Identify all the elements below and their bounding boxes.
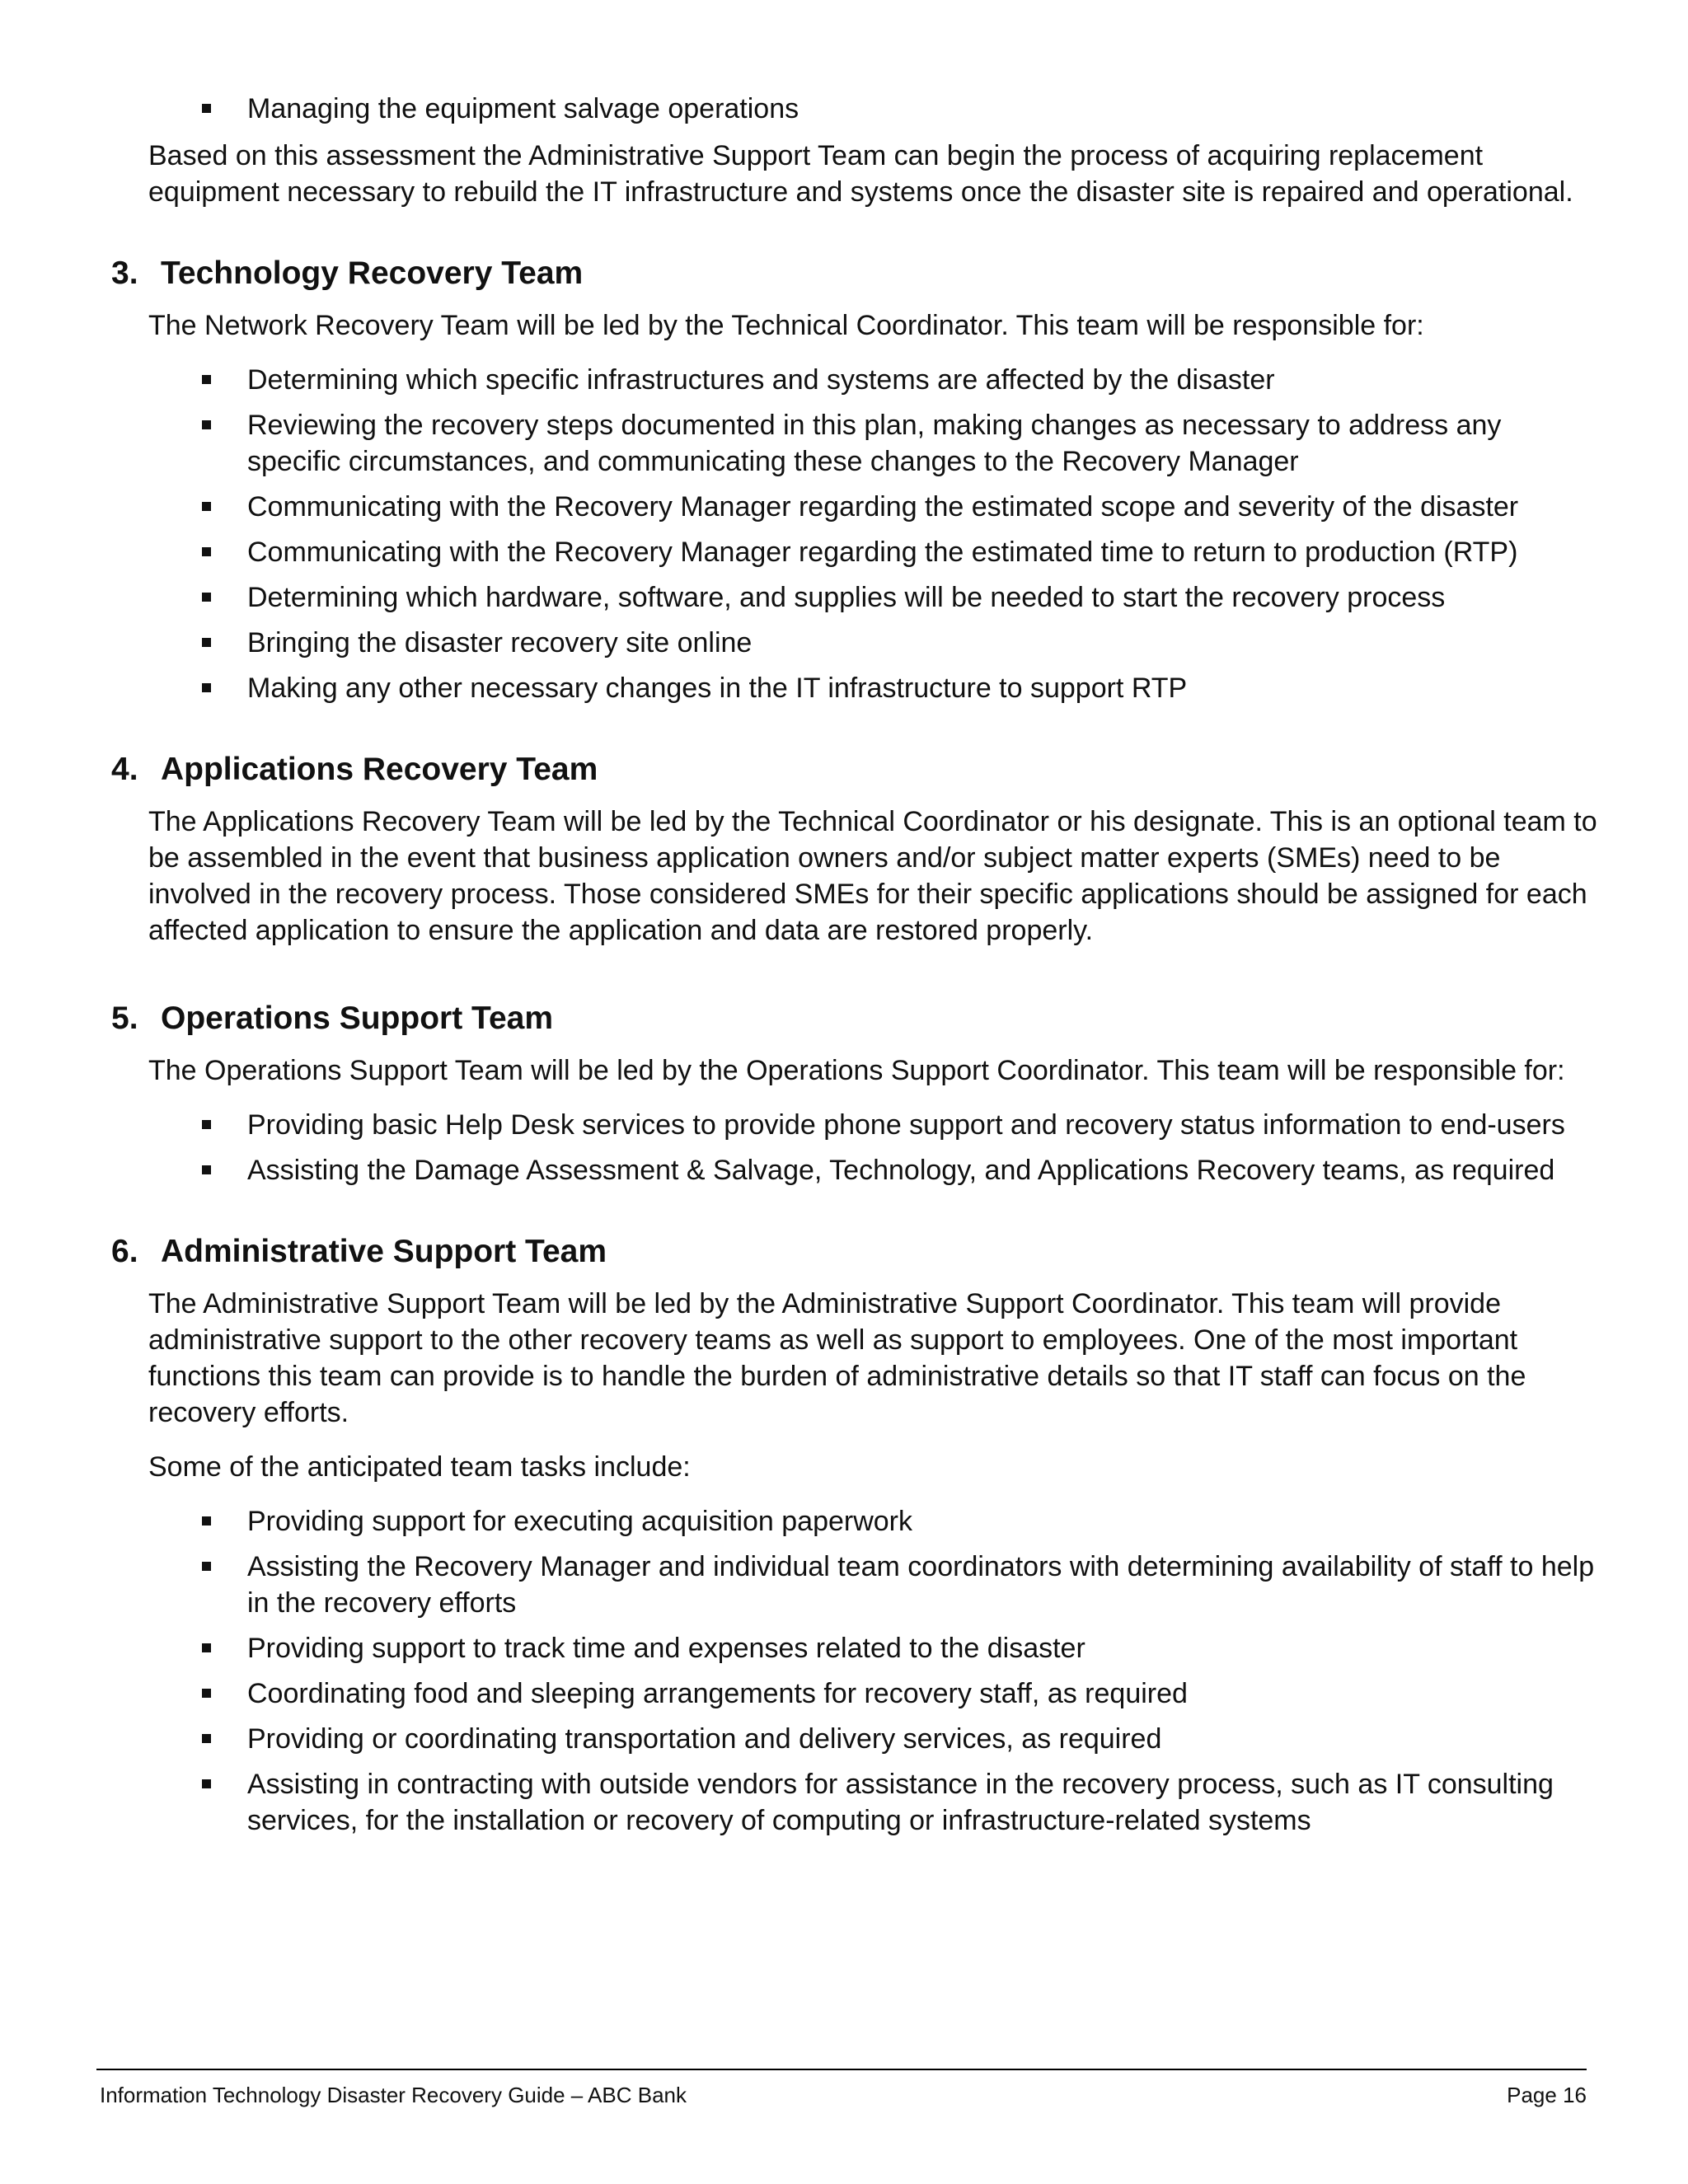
bullet-text: Determining which hardware, software, and supplies will be needed to start the recovery process — [247, 582, 1446, 613]
list-item — [247, 579, 1599, 616]
bullet-text: Bringing the disaster recovery site online — [247, 627, 753, 658]
list-item — [247, 362, 1599, 398]
bullet-text: Reviewing the recovery steps documented in this plan, making changes as necessary to address any specific circumstances, and communicating these changes to the Recovery Manager — [247, 410, 1502, 477]
bullet-text: Providing basic Help Desk services to provide phone support and recovery status information to end-users — [247, 1109, 1565, 1141]
bullet-text: Assisting the Recovery Manager and individual team coordinators with determining availability of staff to help in the recovery efforts — [247, 1551, 1595, 1619]
section-title: Operations Support Team — [161, 1001, 553, 1036]
bullet-marker — [202, 1734, 211, 1743]
section-title: Administrative Support Team — [161, 1234, 607, 1269]
bullet-text: Providing support to track time and expenses related to the disaster — [247, 1633, 1085, 1664]
page-footer — [96, 2069, 1587, 2111]
administrative-support-bullet-list — [0, 1503, 1688, 1839]
list-item — [247, 670, 1599, 706]
list-item — [247, 1503, 1599, 1540]
bullet-text: Providing support for executing acquisition paperwork — [247, 1506, 913, 1537]
bullet-text: Making any other necessary changes in the IT infrastructure to support RTP — [247, 673, 1188, 704]
section-heading-applications-recovery — [111, 749, 1688, 790]
footer-page-number: Page 16 — [1507, 2083, 1587, 2107]
bullet-marker — [202, 1165, 211, 1174]
bullet-text: Assisting the Damage Assessment & Salvage, Technology, and Applications Recovery teams, as required — [247, 1155, 1555, 1186]
bullet-marker — [202, 593, 211, 602]
list-item — [247, 534, 1599, 570]
list-item — [247, 489, 1599, 525]
list-item — [247, 1766, 1599, 1839]
bullet-text: Providing or coordinating transportation and delivery services, as required — [247, 1723, 1162, 1755]
bullet-marker — [202, 1643, 211, 1652]
list-item — [247, 1107, 1599, 1143]
intro-bullet-list — [0, 91, 1688, 127]
bullet-marker — [202, 683, 211, 692]
operations-support-bullet-list — [0, 1107, 1688, 1188]
section-title: Applications Recovery Team — [161, 752, 598, 787]
section-number: 6. — [111, 1234, 138, 1269]
bullet-marker — [202, 420, 211, 429]
list-item — [247, 407, 1599, 480]
section-paragraph: The Operations Support Team will be led by the Operations Support Coordinator. This team will be responsible for: — [148, 1055, 1565, 1086]
list-item — [247, 1549, 1599, 1621]
section-paragraph: The Applications Recovery Team will be led by the Technical Coordinator or his designate. This is an optional team to be assembled in the event that business application owners and/or subject matter experts (SMEs) need to be involved in the recovery process. Those considered SMEs for their specific applications should be assigned for each affected application to ensure the application and data are restored properly. — [148, 806, 1597, 946]
bullet-marker — [202, 1120, 211, 1129]
section-number: 4. — [111, 752, 138, 787]
bullet-text: Coordinating food and sleeping arrangements for recovery staff, as required — [247, 1678, 1188, 1709]
section-paragraph: Some of the anticipated team tasks include: — [148, 1451, 691, 1483]
section-number: 5. — [111, 1001, 138, 1036]
bullet-marker — [202, 547, 211, 556]
list-item — [247, 1152, 1599, 1188]
section-title: Technology Recovery Team — [161, 255, 584, 291]
bullet-marker — [202, 375, 211, 384]
bullet-marker — [202, 638, 211, 647]
section-number: 3. — [111, 255, 138, 291]
bullet-marker — [202, 1689, 211, 1698]
page-content — [0, 91, 1688, 1848]
bullet-marker — [202, 104, 211, 113]
bullet-marker — [202, 1779, 211, 1788]
intro-paragraph: Based on this assessment the Administrative Support Team can begin the process of acquiring replacement equipment necessary to rebuild the IT infrastructure and systems once the disaster site is repaired and operational. — [148, 140, 1573, 208]
section-heading-technology-recovery — [111, 253, 1688, 294]
footer-document-title: Information Technology Disaster Recovery Guide – ABC Bank — [100, 2083, 687, 2107]
bullet-marker — [202, 502, 211, 511]
bullet-text: Communicating with the Recovery Manager regarding the estimated time to return to production (RTP) — [247, 537, 1518, 568]
bullet-marker — [202, 1516, 211, 1526]
section-paragraph: The Administrative Support Team will be led by the Administrative Support Coordinator. This team will provide administrative support to the other recovery teams as well as support to employees. One of the most important functions this team can provide is to handle the burden of administrative details so that IT staff can focus on the recovery efforts. — [148, 1288, 1526, 1428]
bullet-text: Assisting in contracting with outside vendors for assistance in the recovery process, such as IT consulting services, for the installation or recovery of computing or infrastructure-related systems — [247, 1769, 1554, 1836]
list-item — [247, 1630, 1599, 1666]
bullet-text: Managing the equipment salvage operations — [247, 93, 799, 124]
section-heading-administrative-support — [111, 1231, 1688, 1272]
section-paragraph: The Network Recovery Team will be led by the Technical Coordinator. This team will be responsible for: — [148, 310, 1424, 341]
section-heading-operations-support — [111, 998, 1688, 1039]
bullet-marker — [202, 1562, 211, 1571]
list-item — [247, 91, 1599, 127]
list-item — [247, 625, 1599, 661]
technology-recovery-bullet-list — [0, 362, 1688, 706]
list-item — [247, 1721, 1599, 1757]
bullet-text: Communicating with the Recovery Manager regarding the estimated scope and severity of the disaster — [247, 491, 1519, 523]
bullet-text: Determining which specific infrastructures and systems are affected by the disaster — [247, 364, 1275, 396]
list-item — [247, 1675, 1599, 1712]
